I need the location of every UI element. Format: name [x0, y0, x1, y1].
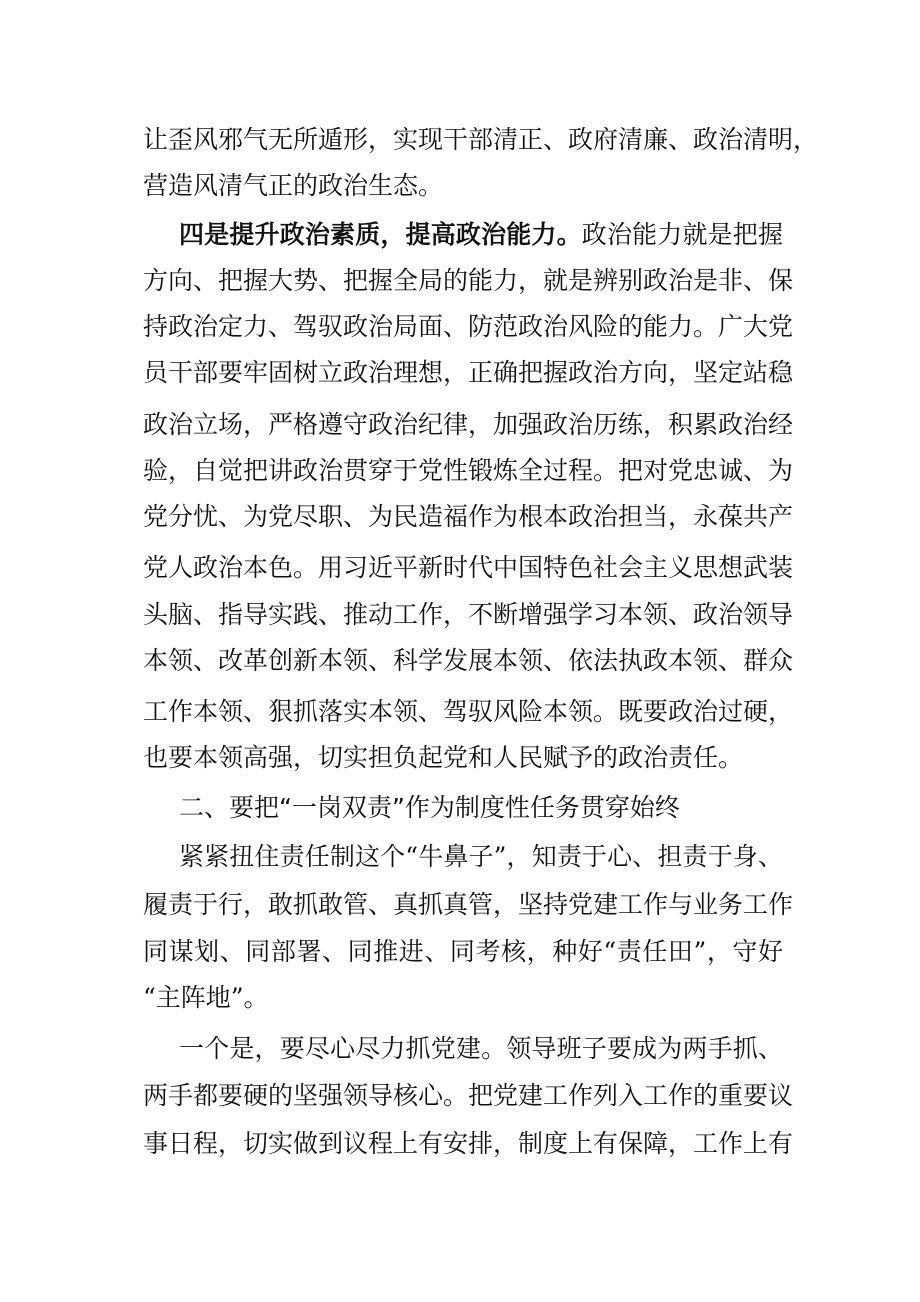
paragraph-line — [179, 212, 783, 258]
paragraph-line: 党分忧、为党尽职、为民造福作为根本政治担当，永葆共产 — [143, 502, 794, 531]
paragraph-line: 方向、把握大势、把握全局的能力，就是辨别政治是非、保 — [143, 266, 794, 295]
paragraph-line: 验，自觉把讲政治贯穿于党性锻炼全过程。把对党忠诚、为 — [143, 456, 794, 485]
section-heading: 二、要把“一岗双责”作为制度性任务贯穿始终 — [179, 793, 680, 822]
paragraph-line: 一个是，要尽心尽力抓党建。领导班子要成为两手抓、 — [179, 1034, 783, 1063]
paragraph-line: 持政治定力、驾驭政治局面、防范政治风险的能力。广大党 — [143, 312, 794, 341]
paragraph-line: 履责于行，敢抓敢管、真抓真管，坚持党建工作与业务工作 — [143, 890, 794, 919]
paragraph-line: 也要本领高强，切实担负起党和人民赋予的政治责任。 — [143, 743, 744, 772]
paragraph-line: 党人政治本色。用习近平新时代中国特色社会主义思想武装 — [143, 553, 794, 582]
paragraph-lead-bold: 四是提升政治素质，提高政治能力。 — [179, 220, 582, 249]
paragraph-line: 政治立场，严格遵守政治纪律，加强政治历练，积累政治经 — [143, 410, 794, 439]
paragraph-line: 让歪风邪气无所遁形，实现干部清正、政府清廉、政治清明， — [143, 125, 819, 154]
paragraph-line: 营造风清气正的政治生态。 — [143, 171, 444, 200]
paragraph-line: 同谋划、同部署、同推进、同考核，种好“责任田”，守好 — [143, 937, 783, 966]
paragraph-line: 两手都要硬的坚强领导核心。把党建工作列入工作的重要议 — [143, 1081, 794, 1110]
paragraph-line: 事日程，切实做到议程上有安排，制度上有保障，工作上有 — [143, 1129, 794, 1158]
paragraph-text: 政治能力就是把握 — [581, 220, 783, 249]
paragraph-line: 本领、改革创新本领、科学发展本领、依法执政本领、群众 — [143, 646, 794, 675]
paragraph-line: “主阵地”。 — [143, 983, 269, 1012]
paragraph-line: 工作本领、狠抓落实本领、驾驭风险本领。既要政治过硬， — [143, 697, 794, 726]
paragraph-line: 员干部要牢固树立政治理想，正确把握政治方向，坚定站稳 — [143, 358, 794, 387]
paragraph-line: 头脑、指导实践、推动工作，不断增强学习本领、政治领导 — [143, 600, 794, 629]
paragraph-line: 紧紧扭住责任制这个“牛鼻子”，知责于心、担责于身、 — [179, 842, 783, 871]
